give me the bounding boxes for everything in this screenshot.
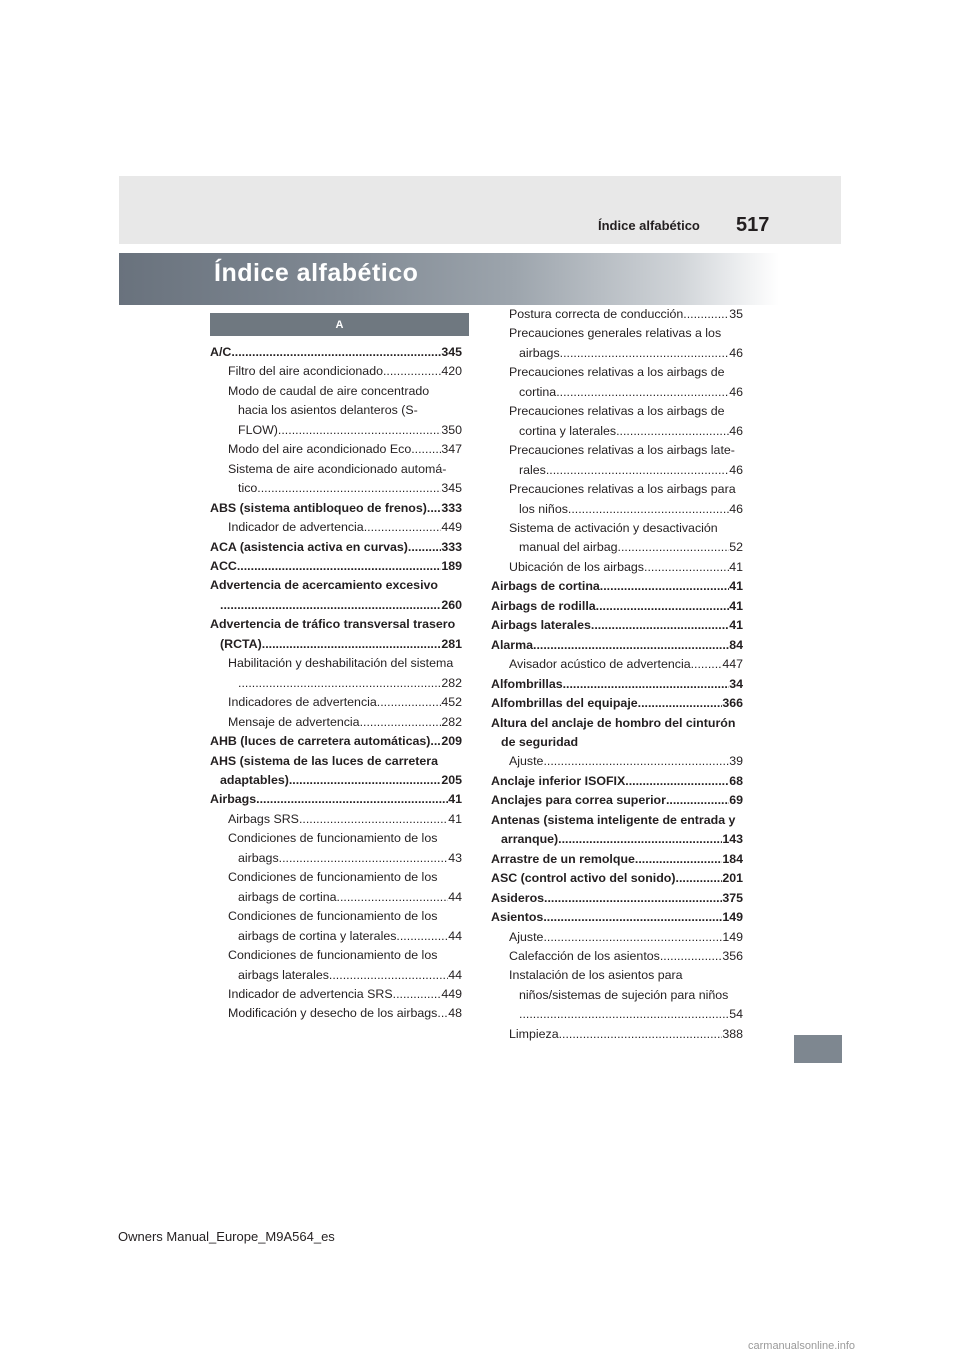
entry-page-number: 345 [441,345,462,359]
entry-text: Airbags SRS [228,811,299,826]
index-entry [491,889,743,908]
entry-text: Alarma [491,637,534,652]
dot-leader [396,927,448,946]
dot-leader [644,558,729,577]
dot-leader [544,889,722,908]
entry-text: manual del airbag [519,540,618,555]
entry-text: Airbags de cortina [491,579,600,594]
index-entry [491,772,743,791]
dot-leader [616,422,729,441]
entry-text: airbags de cortina [238,889,337,904]
index-subentry [210,693,462,712]
entry-page-number: 35 [729,307,743,321]
entry-text: airbags laterales [238,967,329,982]
entry-text: Calefacción de los asientos [509,948,660,963]
dot-leader [237,557,441,576]
page-number: 517 [736,214,770,236]
entry-page-number: 447 [722,657,743,672]
entry-text: Indicador de advertencia [228,520,364,535]
index-entry [491,675,743,694]
entry-page-number: 449 [441,986,462,1001]
dot-leader [329,966,448,985]
dot-leader [543,752,729,771]
header-band [119,176,841,244]
entry-text: Modo del aire acondicionado Eco [228,442,412,457]
entry-text: tico [238,481,258,496]
dot-leader [691,655,723,674]
index-entry [210,752,462,791]
entry-text: ACA (asistencia activa en curvas) [210,539,408,554]
dot-leader [556,383,729,402]
entry-text: Condiciones de funcionamiento de los [228,870,438,885]
entry-text: niños/sistemas de sujeción para niños [519,987,729,1002]
index-entry [491,616,743,635]
entry-text: Airbags laterales [491,618,591,633]
entry-text: Filtro del aire acondicionado [228,364,383,379]
index-subentry [491,752,743,771]
dot-leader [546,461,729,480]
dot-leader [600,577,729,596]
index-entry [491,850,743,869]
index-subentry [210,382,462,440]
entry-text: Asideros [491,890,545,905]
entry-text: Ajuste [509,929,544,944]
index-subentry [210,829,462,868]
entry-page-number: 282 [441,675,462,690]
index-entry [491,791,743,810]
dot-leader [666,791,729,810]
dot-leader [543,928,722,947]
index-subentry [491,966,743,1024]
entry-page-number: 44 [448,928,462,943]
dot-leader [683,305,729,324]
index-subentry [210,440,462,459]
dot-leader [660,947,722,966]
index-subentry [210,907,462,946]
entry-text: ACC [210,558,237,573]
entry-text: rales [519,462,546,477]
entry-page-number: 375 [722,890,743,905]
entry-page-number: 205 [441,772,462,787]
entry-page-number: 347 [441,442,462,457]
index-subentry [491,363,743,402]
index-entry [210,557,462,576]
dot-leader [437,1004,448,1023]
entry-text: Modificación y desecho de los airbags [228,1006,438,1021]
entry-text: Ubicación de los airbags [509,559,644,574]
entry-page-number: 54 [729,1007,743,1022]
entry-text: AHS (sistema de las luces de carretera [210,753,438,768]
entry-text: Postura correcta de conducción [509,307,684,321]
entry-text: AHB (luces de carretera automáticas) [210,734,431,749]
dot-leader [360,713,442,732]
entry-text: Precauciones relativas a los airbags de [509,404,725,419]
entry-text: FLOW) [238,422,278,437]
entry-text: Anclaje inferior ISOFIX [491,773,626,788]
entry-page-number: 420 [441,364,462,379]
index-subentry [491,519,743,558]
entry-page-number: 345 [441,481,462,496]
index-subentry [210,985,462,1004]
entry-page-number: 46 [729,384,743,399]
entry-text: Airbags de rodilla [491,598,596,613]
index-subentry [210,713,462,732]
dot-leader [364,518,442,537]
entry-page-number: 149 [722,910,743,925]
entry-page-number: 366 [722,696,743,711]
entry-text: Altura del anclaje de hombro del cinturón [491,715,736,730]
entry-page-number: 52 [729,540,743,555]
index-entry [491,908,743,927]
entry-page-number: 388 [722,1026,743,1041]
running-header-title: Índice alfabético [598,218,700,233]
entry-text: Condiciones de funcionamiento de los [228,948,438,963]
index-subentry [491,928,743,947]
dot-leader [635,850,722,869]
entry-page-number: 282 [441,714,462,729]
entry-page-number: 44 [448,967,462,982]
dot-leader [568,500,729,519]
dot-leader [256,790,448,809]
index-subentry [491,947,743,966]
index-entry [210,576,462,615]
entry-text: hacia los asientos delanteros (S- [238,403,418,418]
entry-page-number: 41 [729,598,743,613]
chapter-tab [794,1035,842,1063]
entry-text: Condiciones de funcionamiento de los [228,909,438,924]
dot-leader [591,616,729,635]
index-entry [491,636,743,655]
entry-page-number: 39 [729,754,743,769]
entry-text: Sistema de activación y desactivación [509,520,718,535]
index-entry [491,811,743,850]
index-subentry [210,362,462,381]
index-subentry [210,868,462,907]
dot-leader [238,674,441,693]
entry-text: Indicador de advertencia SRS [228,986,393,1001]
entry-page-number: 356 [722,948,743,963]
index-entry [210,790,462,809]
dot-leader [543,908,722,927]
dot-leader [262,635,442,654]
letter-heading-label: A [335,318,344,331]
dot-leader [558,830,722,849]
dot-leader [563,675,730,694]
index-column-left [210,343,462,1024]
dot-leader [257,479,441,498]
entry-page-number: 48 [448,1006,462,1021]
entry-text: cortina [519,384,557,399]
dot-leader [519,1005,729,1024]
index-entry [210,538,462,557]
dot-leader [559,1025,723,1044]
entry-page-number: 46 [729,345,743,360]
entry-page-number: 333 [441,539,462,554]
entry-text: Instalación de los asientos para [509,968,683,983]
entry-page-number: 184 [722,851,743,866]
index-subentry [210,1004,462,1023]
entry-text: Sistema de aire acondicionado automá- [228,461,447,476]
index-subentry [491,480,743,519]
index-entry [491,597,743,616]
entry-text: ABS (sistema antibloqueo de frenos) [210,500,427,515]
index-subentry [491,305,743,324]
index-subentry [491,402,743,441]
entry-text: Precauciones generales relativas a los [509,326,722,341]
dot-leader [408,538,441,557]
dot-leader [411,440,441,459]
dot-leader [220,596,441,615]
entry-text: ASC (control activo del sonido) [491,871,676,886]
entry-page-number: 201 [722,871,743,886]
entry-text: Limpieza [509,1026,559,1041]
dot-leader [596,597,730,616]
entry-page-number: 449 [441,520,462,535]
index-subentry [491,558,743,577]
entry-text: Alfombrillas [491,676,563,691]
entry-text: (RCTA) [220,636,262,651]
entry-page-number: 260 [441,597,462,612]
entry-text: Ajuste [509,754,544,769]
entry-page-number: 46 [729,423,743,438]
entry-text: Indicadores de advertencia [228,695,377,710]
index-entry [210,499,462,518]
entry-text: Antenas (sistema inteligente de entrada y [491,812,736,827]
index-subentry [210,946,462,985]
entry-page-number: 68 [729,773,743,788]
index-subentry [491,1025,743,1044]
entry-text: A/C [210,345,232,359]
entry-text: Alfombrillas del equipaje [491,696,638,711]
entry-text: adaptables) [220,772,289,787]
dot-leader [289,771,441,790]
entry-page-number: 143 [722,832,743,847]
entry-text: airbags [519,345,560,360]
entry-text: Modo de caudal de aire concentrado [228,383,430,398]
index-entry [491,694,743,713]
entry-text: de seguridad [501,734,579,749]
index-column-right [491,305,743,1044]
entry-page-number: 350 [441,422,462,437]
index-entry [491,714,743,753]
index-entry [491,577,743,596]
entry-page-number: 34 [729,676,743,691]
entry-text: Airbags [210,792,257,807]
entry-page-number: 149 [722,929,743,944]
dot-leader [533,636,729,655]
index-subentry [491,655,743,674]
dot-leader [427,499,441,518]
entry-page-number: 41 [448,792,462,807]
entry-text: airbags [238,850,279,865]
entry-page-number: 69 [729,793,743,808]
entry-page-number: 452 [441,695,462,710]
entry-text: airbags de cortina y laterales [238,928,397,943]
entry-text: Advertencia de tráfico transversal trasero [210,617,456,632]
dot-leader [560,344,730,363]
entry-text: Asientos [491,910,544,925]
entry-page-number: 41 [729,559,743,574]
entry-text: los niños [519,501,568,516]
dot-leader [337,888,449,907]
index-entry [210,615,462,654]
entry-page-number: 46 [729,462,743,477]
index-subentry [491,324,743,363]
footer-text: Owners Manual_Europe_M9A564_es [118,1229,335,1244]
entry-text: Advertencia de acercamiento excesivo [210,578,438,593]
entry-page-number: 44 [448,889,462,904]
entry-page-number: 41 [729,618,743,633]
dot-leader [638,694,723,713]
dot-leader [278,421,441,440]
entry-text: Condiciones de funcionamiento de los [228,831,438,846]
dot-leader [377,693,442,712]
entry-page-number: 209 [441,734,462,749]
index-subentry [210,654,462,693]
entry-page-number: 333 [441,500,462,515]
dot-leader [676,869,723,888]
page-title: Índice alfabético [214,259,419,287]
entry-text: Avisador acústico de advertencia [509,657,691,672]
entry-text: cortina y laterales [519,423,617,438]
dot-leader [279,849,449,868]
dot-leader [299,810,448,829]
entry-page-number: 41 [448,811,462,826]
index-subentry [210,518,462,537]
entry-text: Habilitación y deshabilitación del sistema [228,656,454,671]
letter-heading [210,313,469,336]
entry-text: Arrastre de un remolque [491,851,635,866]
entry-text: Anclajes para correa superior [491,793,666,808]
entry-text: Precauciones relativas a los airbags late- [509,443,735,458]
index-entry [491,869,743,888]
dot-leader [393,985,442,1004]
entry-page-number: 189 [441,558,462,573]
index-entry [210,732,462,751]
watermark: carmanualsonline.info [748,1340,856,1352]
entry-text: Precauciones relativas a los airbags de [509,365,725,380]
entry-page-number: 84 [729,637,743,652]
index-subentry [210,810,462,829]
index-subentry [491,441,743,480]
index-entry [210,343,462,362]
dot-leader [625,772,729,791]
entry-text: Precauciones relativas a los airbags para [509,482,736,497]
dot-leader [430,732,441,751]
entry-page-number: 43 [448,850,462,865]
entry-page-number: 281 [441,636,462,651]
entry-text: Mensaje de advertencia [228,714,360,729]
dot-leader [618,538,730,557]
dot-leader [383,362,441,381]
entry-page-number: 46 [729,501,743,516]
dot-leader [231,343,441,362]
index-subentry [210,460,462,499]
entry-page-number: 41 [729,579,743,594]
entry-text: arranque) [501,832,559,847]
